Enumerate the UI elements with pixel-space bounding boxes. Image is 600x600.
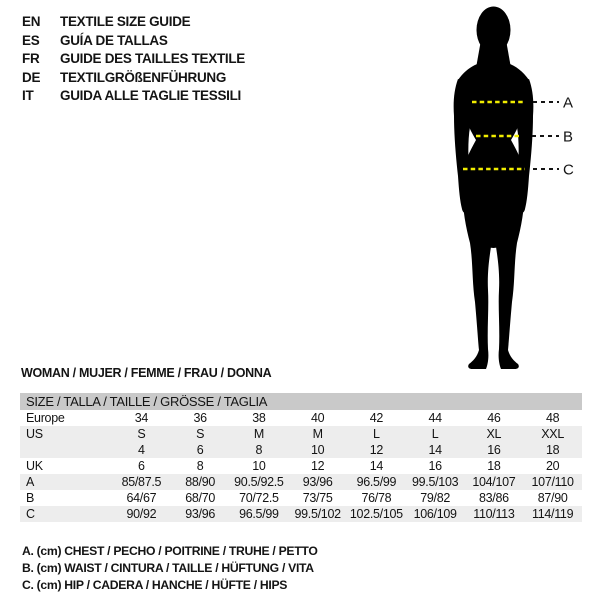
size-cell: 8: [230, 442, 289, 458]
size-cell: 10: [252, 459, 266, 473]
size-table-header: SIZE / TALLA / TAILLE / GRÖSSE / TAGLIA: [20, 393, 582, 410]
legend-hip: C. (cm) HIP / CADERA / HANCHE / HÜFTE / HIPS: [22, 578, 288, 593]
size-cell: 34: [134, 411, 149, 425]
size-cell: L: [347, 426, 406, 442]
row-label: C: [20, 506, 112, 522]
size-cell: 93/96: [171, 506, 230, 522]
size-cell: 44: [428, 411, 442, 425]
size-cell: 87/90: [537, 491, 568, 505]
size-row-us-numbers: [20, 442, 582, 458]
size-cell: 42: [369, 411, 384, 425]
size-cell: 16: [428, 459, 442, 473]
size-cell: 76/78: [361, 491, 392, 505]
size-cell: 40: [310, 411, 325, 425]
language-code: ES: [22, 32, 40, 48]
size-cell: 88/90: [171, 474, 230, 490]
language-row-de: [22, 69, 245, 88]
size-cell: 46: [487, 411, 501, 425]
language-code: DE: [22, 69, 41, 85]
size-table: [20, 393, 582, 522]
language-code: EN: [22, 14, 41, 29]
size-cell: M: [230, 426, 289, 442]
marker-letter-b: B: [563, 128, 574, 146]
size-cell: 10: [288, 442, 347, 458]
size-cell: 64/67: [126, 491, 157, 505]
marker-letter-a: A: [563, 94, 574, 112]
row-label: A: [20, 474, 112, 490]
size-cell: 90.5/92.5: [230, 474, 289, 490]
size-cell: 68/70: [185, 491, 216, 505]
language-title: GUIDE DES TAILLES TEXTILE: [60, 51, 246, 67]
size-cell: 110/113: [465, 506, 524, 522]
size-cell: 8: [196, 459, 204, 473]
size-cell: 18: [487, 459, 501, 473]
size-cell: S: [171, 426, 230, 442]
size-cell: 14: [369, 459, 384, 473]
section-title-woman: WOMAN / MUJER / FEMME / FRAU / DONNA: [21, 366, 272, 380]
size-table-header-row: [20, 393, 582, 410]
language-row-es: [22, 32, 245, 51]
row-label: [20, 442, 112, 458]
language-row-it: [22, 87, 245, 106]
language-title: TEXTILE SIZE GUIDE: [60, 14, 191, 29]
language-title: GUÍA DE TALLAS: [60, 32, 168, 48]
language-row-en: [22, 13, 245, 32]
size-cell: 73/75: [302, 491, 333, 505]
size-cell: 70/72.5: [239, 491, 279, 505]
row-label: Europe: [26, 411, 65, 425]
size-cell: S: [112, 426, 171, 442]
woman-silhouette: [454, 7, 534, 370]
language-title: GUIDA ALLE TAGLIE TESSILI: [60, 88, 241, 104]
size-cell: 93/96: [288, 474, 347, 490]
size-cell: 14: [406, 442, 465, 458]
size-cell: 90/92: [112, 506, 171, 522]
size-cell: 36: [193, 411, 207, 425]
size-row-chest-a: [20, 474, 582, 490]
size-row-europe: [20, 410, 582, 426]
size-row-waist-b: [20, 490, 582, 506]
measurement-legend: [22, 543, 318, 595]
size-cell: 12: [347, 442, 406, 458]
row-label: B: [26, 491, 35, 505]
size-cell: L: [406, 426, 465, 442]
language-title-block: [22, 13, 245, 106]
size-cell: 85/87.5: [112, 474, 171, 490]
marker-letter-c: C: [563, 161, 574, 179]
size-cell: 102.5/105: [347, 506, 406, 522]
language-row-fr: [22, 50, 245, 69]
size-cell: XXL: [523, 426, 582, 442]
size-row-hip-c: [20, 506, 582, 522]
size-cell: 99.5/102: [288, 506, 347, 522]
size-cell: 18: [523, 442, 582, 458]
size-cell: 20: [545, 459, 560, 473]
size-cell: 48: [545, 411, 560, 425]
language-code: IT: [22, 88, 34, 104]
size-row-us-letters: [20, 426, 582, 442]
row-label: US: [20, 426, 112, 442]
size-cell: 79/82: [420, 491, 451, 505]
language-title: TEXTILGRÖßENFÜHRUNG: [60, 69, 227, 85]
size-cell: 99.5/103: [406, 474, 465, 490]
size-cell: 6: [171, 442, 230, 458]
size-cell: 16: [465, 442, 524, 458]
size-cell: 104/107: [465, 474, 524, 490]
size-cell: XL: [465, 426, 524, 442]
size-cell: 4: [112, 442, 171, 458]
row-label: UK: [26, 459, 43, 473]
legend-chest: A. (cm) CHEST / PECHO / POITRINE / TRUHE / PETTO: [22, 544, 318, 558]
size-cell: 106/109: [406, 506, 465, 522]
legend-waist: B. (cm) WAIST / CINTURA / TAILLE / HÜFTUNG / VITA: [22, 561, 314, 576]
size-cell: 38: [252, 411, 266, 425]
size-cell: 12: [310, 459, 325, 473]
size-row-uk: [20, 458, 582, 474]
size-cell: 96.5/99: [347, 474, 406, 490]
size-cell: M: [288, 426, 347, 442]
woman-silhouette-figure: [420, 0, 600, 380]
size-cell: 107/110: [523, 474, 582, 490]
size-cell: 83/86: [478, 491, 509, 505]
language-code: FR: [22, 51, 40, 67]
size-cell: 6: [138, 459, 145, 473]
size-cell: 96.5/99: [230, 506, 289, 522]
size-cell: 114/119: [523, 506, 582, 522]
